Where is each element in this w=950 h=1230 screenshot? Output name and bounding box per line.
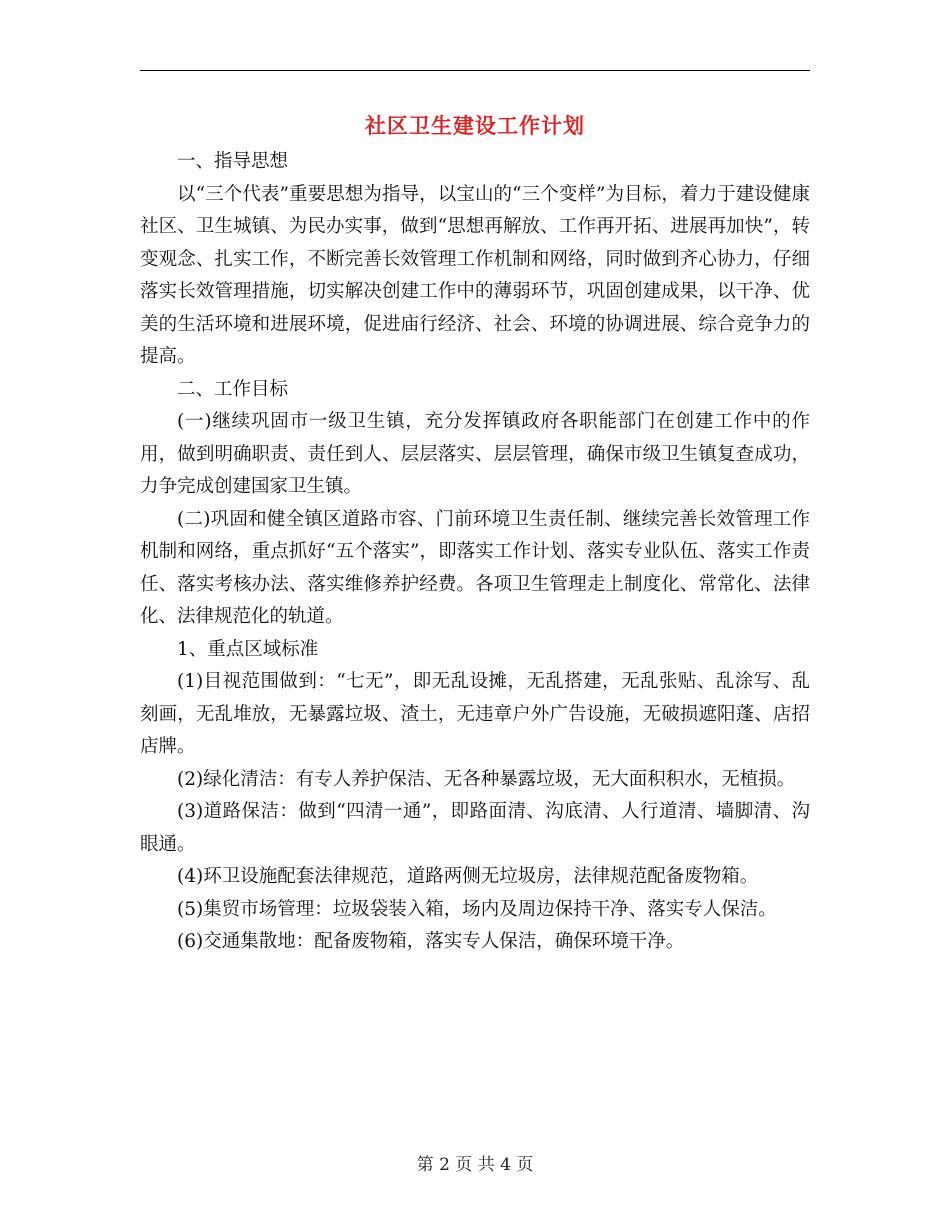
list-item-standard-1: (1)目视范围做到：“七无”，即无乱设摊，无乱搭建，无乱张贴、乱涂写、乱刻画，无乱堆放，无暴露垃圾、渣土，无违章户外广告设施，无破损遮阳蓬、店招店牌。 bbox=[140, 671, 810, 757]
page-number-footer: 第 2 页 共 4 页 bbox=[416, 1155, 534, 1175]
paragraph-goal-1: (一)继续巩固市一级卫生镇，充分发挥镇政府各职能部门在创建工作中的作用，做到明确职责、责任到人、层层落实、层层管理，确保市级卫生镇复查成功，力争完成创建国家卫生镇。 bbox=[140, 411, 810, 497]
list-item-standard-4: (4)环卫设施配套法律规范，道路两侧无垃圾房，法律规范配备废物箱。 bbox=[177, 866, 759, 887]
document-title: 社区卫生建设工作计划 bbox=[365, 113, 585, 138]
list-item-standard-5: (5)集贸市场管理：垃圾袋装入箱，场内及周边保持干净、落实专人保洁。 bbox=[177, 898, 777, 920]
section-heading-work-goals: 二、工作目标 bbox=[177, 378, 289, 400]
section-heading-guiding-ideology: 一、指导思想 bbox=[177, 151, 289, 172]
paragraph-guiding-ideology: 以“三个代表”重要思想为指导，以宝山的“三个变样”为目标，着力于建设健康社区、卫生城镇、为民办实事，做到“思想再解放、工作再开拓、进展再加快”，转变观念、扎实工作，不断完善长效管理工作机制和网络，同时做到齐心协力，仔细落实长效管理措施，切实解决创建工作中的薄弱环节，巩固创建成果，以干净、优美的生活环境和进展环境，促进庙行经济、社会、环境的协调进展、综合竞争力的提高。 bbox=[140, 183, 810, 367]
list-item-standard-3: (3)道路保洁：做到“四清一通”，即路面清、沟底清、人行道清、墙脚清、沟眼通。 bbox=[140, 801, 810, 855]
paragraph-goal-2: (二)巩固和健全镇区道路市容、门前环境卫生责任制、继续完善长效管理工作机制和网络，重点抓好“五个落实”，即落实工作计划、落实专业队伍、落实工作责任、落实考核办法、落实维修养护经费。各项卫生管理走上制度化、常常化、法律化、法律规范化的轨道。 bbox=[140, 508, 810, 627]
list-item-standard-2: (2)绿化清洁：有专人养护保洁、无各种暴露垃圾，无大面积积水，无植损。 bbox=[177, 768, 796, 790]
document-body bbox=[140, 146, 810, 959]
subheading-key-area-standards: 1、重点区域标准 bbox=[177, 638, 319, 660]
header-rule bbox=[140, 70, 810, 71]
list-item-standard-6: (6)交通集散地：配备废物箱，落实专人保洁，确保环境干净。 bbox=[177, 931, 685, 952]
